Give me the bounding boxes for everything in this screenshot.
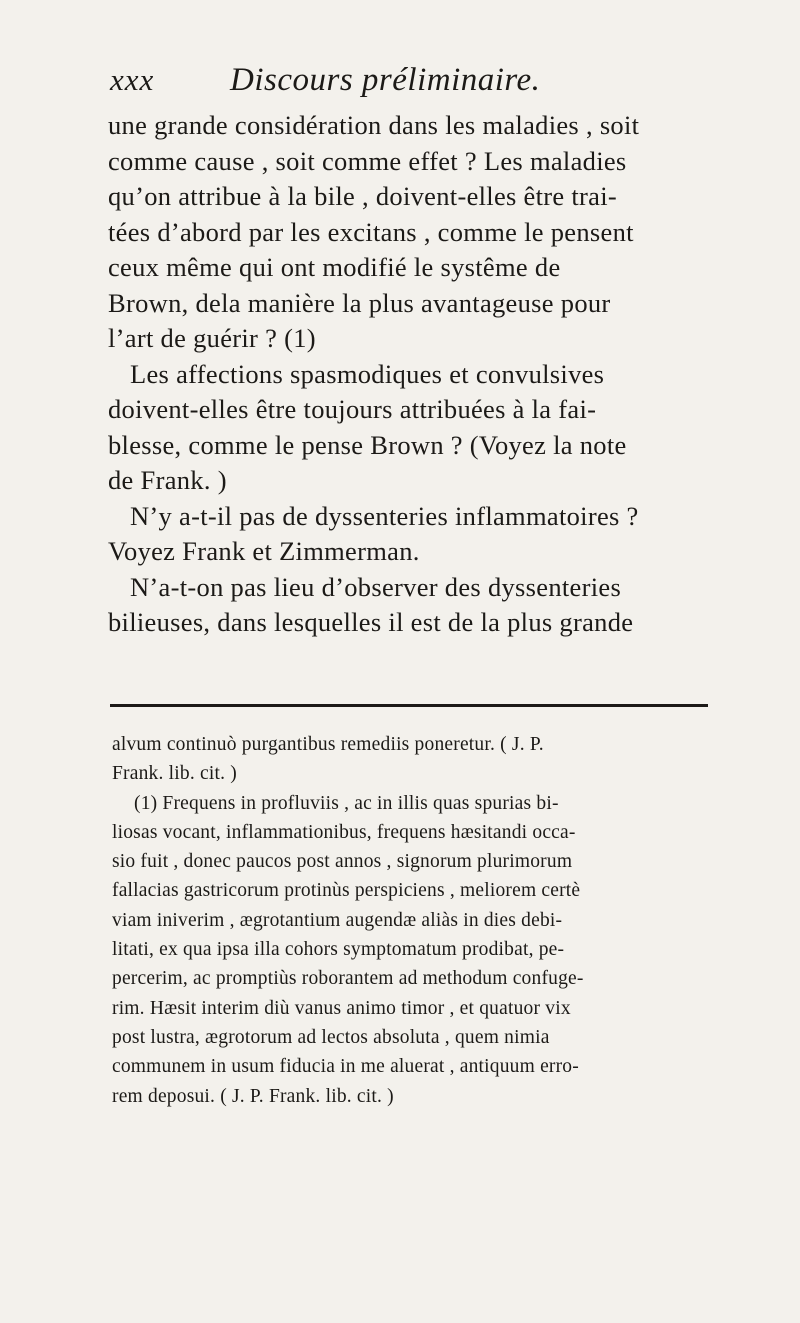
text-line: bilieuses, dans lesquelles il est de la plus grande: [108, 607, 634, 637]
footnote-line: rim. Hæsit interim diù vanus animo timor , et quatuor vix: [112, 997, 571, 1019]
text-line: Les affections spasmodiques et convulsives: [130, 358, 605, 389]
footnote-line: (1) Frequens in profluviis , ac in illis quas spurias bi-: [134, 792, 559, 814]
text-line: comme cause , soit comme effet ? Les maladies: [108, 145, 627, 176]
text-line: une grande considération dans les maladies , soit: [108, 110, 640, 140]
text-line: tées d’abord par les excitans , comme le pensent: [108, 216, 634, 247]
text-line: Brown, dela manière la plus avantageuse pour: [108, 287, 611, 318]
text-line: qu’on attribue à la bile , doivent-elles être trai-: [108, 181, 618, 211]
footnote-line: Frank. lib. cit. ): [112, 763, 237, 785]
text-line: ceux même qui ont modifié le systême de: [108, 252, 561, 282]
running-title: Discours préliminaire.: [230, 62, 541, 98]
text-line: doivent-elles être toujours attribuées à la fai-: [108, 394, 597, 424]
footnote-line: percerim, ac promptiùs roborantem ad methodum confuge-: [112, 968, 584, 990]
footnote-line: fallacias gastricorum protinùs perspiciens , meliorem certè: [112, 880, 581, 902]
footnote-separator: [110, 704, 708, 707]
footnote-line: viam iniverim , ægrotantium augendæ aliàs in dies debi-: [112, 909, 563, 931]
footnote-line: liosas vocant, inflammationibus, frequens hæsitandi occa-: [112, 821, 576, 843]
text-line: N’y a-t-il pas de dyssenteries inflammatoires ?: [130, 500, 639, 531]
text-line: N’a-t-on pas lieu d’observer des dyssenteries: [130, 571, 622, 602]
text-line: blesse, comme le pense Brown ? (Voyez la note: [108, 429, 627, 460]
footnote-line: rem deposui. ( J. P. Frank. lib. cit. ): [112, 1085, 394, 1107]
footnote-line: alvum continuò purgantibus remediis poneretur. ( J. P.: [112, 734, 544, 755]
text-line: de Frank. ): [108, 465, 227, 495]
text-line: l’art de guérir ? (1): [108, 323, 316, 353]
footnote-line: sio fuit , donec paucos post annos , signorum plurimorum: [112, 851, 573, 873]
running-head: [110, 62, 710, 102]
footnote-line: post lustra, ægrotorum ad lectos absoluta , quem nimia: [112, 1026, 550, 1048]
footnote-line: litati, ex qua ipsa illa cohors symptomatum prodibat, pe-: [112, 939, 565, 961]
footnote-line: communem in usum fiducia in me aluerat , antiquum erro-: [112, 1056, 579, 1078]
main-text: [108, 108, 728, 641]
text-line: Voyez Frank et Zimmerman.: [108, 536, 420, 566]
page-number: xxx: [110, 62, 155, 97]
footnotes: [112, 730, 722, 1111]
